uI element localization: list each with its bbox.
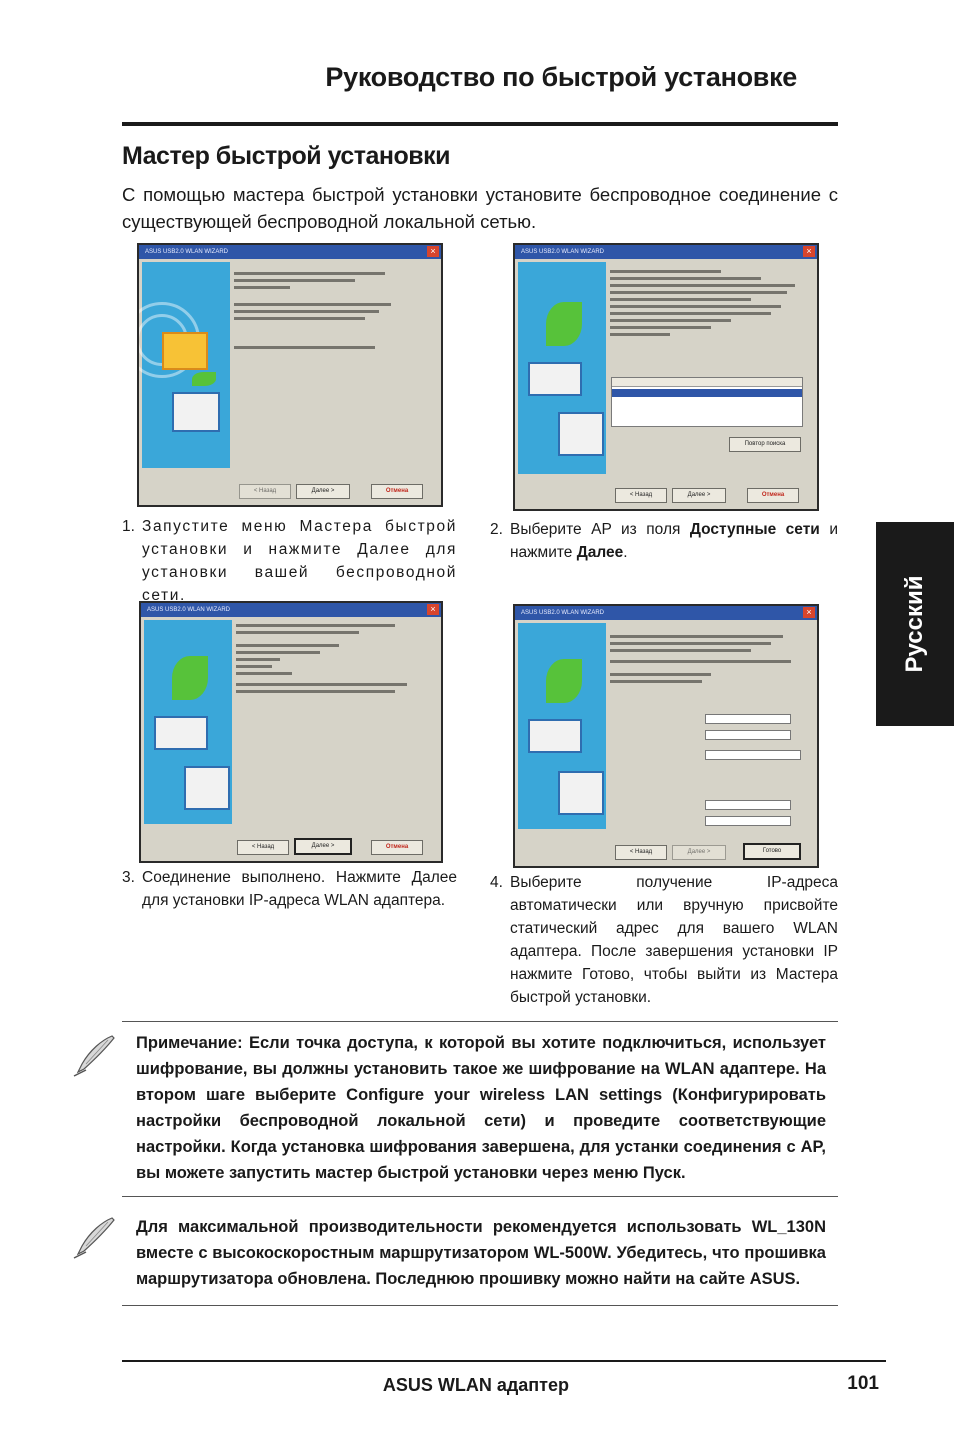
next-button[interactable]: Далее >	[672, 845, 726, 860]
note-divider-top	[122, 1021, 838, 1022]
note-performance: Для максимальной производительности рекомендуется использовать WL_130N вместе с высокоскоростным маршрутизатором WL-500W. Убедитесь, что прошивка маршрутизатора обновлена. Последнюю прошивку можно найти на сайте ASUS.	[136, 1218, 826, 1288]
close-icon: ×	[803, 246, 815, 257]
step-text-part: Выберите AP из поля	[510, 521, 690, 538]
step-4-caption	[490, 871, 838, 1009]
note-divider-bottom	[122, 1305, 838, 1306]
wizard-screenshot-2	[513, 243, 819, 511]
step-number: 2.	[490, 521, 503, 538]
step-number: 3.	[122, 869, 135, 886]
note-divider-middle	[122, 1196, 838, 1197]
step-text	[490, 518, 838, 564]
close-icon: ×	[803, 607, 815, 618]
wizard-screenshot-3	[139, 601, 443, 863]
wizard-text-area	[236, 620, 435, 697]
cancel-button[interactable]: Отмена	[747, 488, 799, 503]
wizard-title-bar: ASUS USB2.0 WLAN WIZARD	[515, 245, 817, 259]
step-text: Выберите получение IP-адреса автоматически или вручную присвойте статический адрес для вашего WLAN адаптера. После завершения установки IP нажмите Готово, чтобы выйти из Мастера быстрой установки.	[510, 874, 838, 1006]
header-divider	[122, 122, 838, 126]
back-button[interactable]: < Назад	[239, 484, 291, 499]
next-label: Далее	[576, 544, 624, 561]
next-button[interactable]: Далее >	[294, 838, 352, 855]
finish-button[interactable]: Готово	[743, 843, 801, 860]
wizard-screenshot-4	[513, 604, 819, 868]
available-networks-list[interactable]	[611, 377, 803, 427]
wizard-screenshot-1	[137, 243, 443, 507]
close-icon: ×	[427, 246, 439, 257]
wizard-text-area	[234, 262, 435, 353]
note-encryption: Примечание: Если точка доступа, к которой вы хотите подключиться, использует шифрование, вы должны установить такое же шифрование на WLAN адаптере. На втором шаге выберите Configure your wireless LAN settings (Конфигурировать настройки беспроводной локальной сети) и проведите соответствующие настройки. Когда установка шифрования завершена, для устанки соединения с AP, вы можете запустить мастер быстрой установки через меню Пуск.	[136, 1034, 826, 1182]
wizard-title-bar: ASUS USB2.0 WLAN WIZARD	[515, 606, 817, 620]
step-text-part: и нажмите	[510, 521, 838, 561]
back-button[interactable]: < Назад	[615, 845, 667, 860]
step-number: 4.	[490, 874, 503, 891]
wizard-illustration	[518, 623, 606, 829]
gateway-field[interactable]	[705, 750, 801, 760]
footer-divider	[122, 1360, 886, 1362]
step-text: Соединение выполнено. Нажмите Далее для установки IP-адреса WLAN адаптера.	[142, 869, 457, 909]
footer-product-name: ASUS WLAN адаптер	[382, 1375, 569, 1395]
refresh-button[interactable]: Повтор поиска	[729, 437, 801, 452]
ip-address-field[interactable]	[705, 714, 791, 724]
page-number: 101	[847, 1373, 879, 1394]
page-header-title: Руководство по быстрой установке	[325, 62, 797, 92]
wizard-illustration	[144, 620, 232, 824]
step-1-caption	[122, 515, 457, 607]
note-pen-icon	[72, 1214, 118, 1260]
cancel-button[interactable]: Отмена	[371, 840, 423, 855]
cancel-button[interactable]: Отмена	[371, 484, 423, 499]
next-button[interactable]: Далее >	[296, 484, 350, 499]
wizard-illustration	[142, 262, 230, 468]
wizard-illustration	[518, 262, 606, 474]
language-tab-label: Русский	[901, 575, 928, 673]
intro-paragraph: С помощью мастера быстрой установки установите беспроводное соединение с существующей беспроводной локальной сетью.	[122, 184, 838, 232]
wizard-title-bar: ASUS USB2.0 WLAN WIZARD	[139, 245, 441, 259]
next-button[interactable]: Далее >	[672, 488, 726, 503]
wizard-text-area	[610, 623, 811, 687]
section-title: Мастер быстрой установки	[122, 142, 451, 170]
wizard-text-area	[610, 262, 811, 340]
back-button[interactable]: < Назад	[615, 488, 667, 503]
language-tab	[876, 522, 954, 726]
subnet-mask-field[interactable]	[705, 730, 791, 740]
dns2-field[interactable]	[705, 816, 791, 826]
back-button[interactable]: < Назад	[237, 840, 289, 855]
available-networks-label: Доступные сети	[689, 521, 820, 538]
note-pen-icon	[72, 1032, 118, 1078]
step-text: Запустите меню Мастера быстрой установки и нажмите Далее для установки вашей беспроводной сети.	[142, 518, 457, 604]
dns-field[interactable]	[705, 800, 791, 810]
step-2-caption	[490, 518, 838, 564]
wizard-title-bar: ASUS USB2.0 WLAN WIZARD	[141, 603, 441, 617]
step-text-part: .	[623, 544, 628, 561]
step-number: 1.	[122, 518, 135, 535]
step-3-caption	[122, 866, 457, 912]
close-icon: ×	[427, 604, 439, 615]
